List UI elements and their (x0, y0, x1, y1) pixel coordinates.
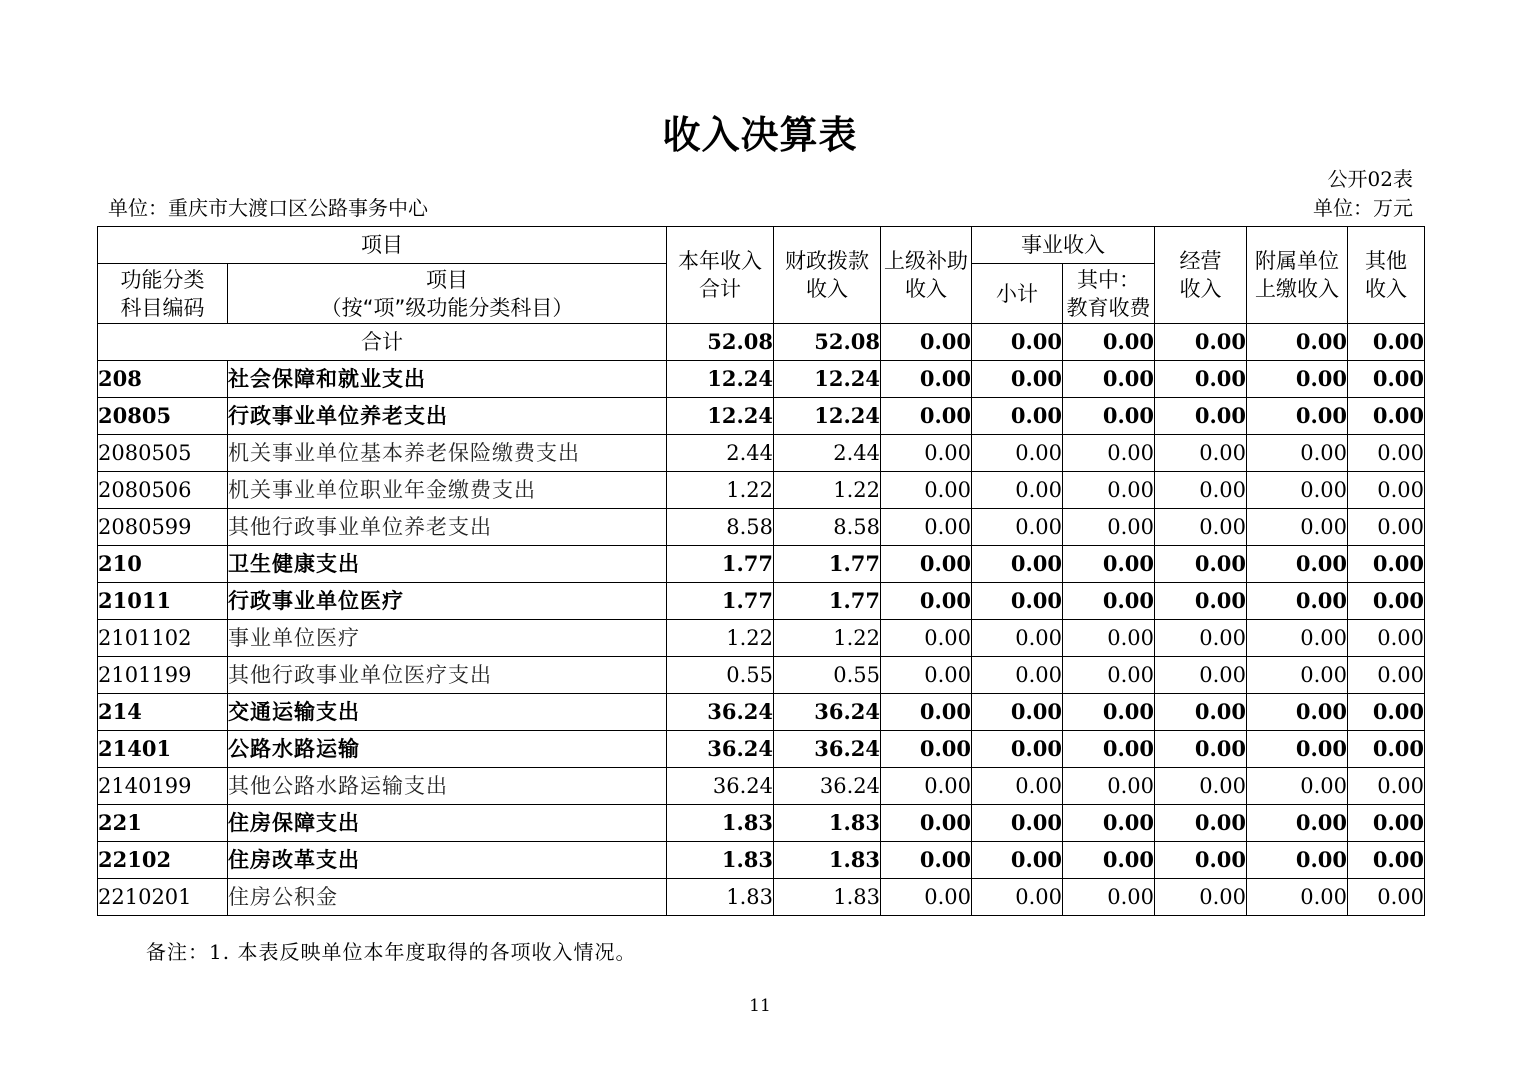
income-table (97, 226, 1425, 916)
table-header (98, 227, 1425, 324)
row-value: 0.00 (1247, 842, 1348, 879)
total-value: 0.00 (881, 324, 972, 361)
row-value: 0.00 (881, 842, 972, 879)
row-name: 公路水路运输 (228, 731, 667, 768)
row-value: 0.00 (1348, 805, 1425, 842)
row-value: 12.24 (667, 361, 774, 398)
row-value: 0.00 (1063, 731, 1155, 768)
table-code: 公开02表 (1327, 167, 1413, 191)
total-value: 0.00 (1063, 324, 1155, 361)
row-value: 0.00 (1063, 657, 1155, 694)
row-code: 221 (98, 805, 228, 842)
total-value: 52.08 (774, 324, 881, 361)
footnote: 备注：1. 本表反映单位本年度取得的各项收入情况。 (146, 940, 637, 964)
row-code: 2101199 (98, 657, 228, 694)
row-value: 1.83 (774, 805, 881, 842)
row-value: 2.44 (774, 435, 881, 472)
row-code: 21401 (98, 731, 228, 768)
row-code: 208 (98, 361, 228, 398)
row-value: 0.00 (972, 509, 1063, 546)
row-value: 0.00 (1155, 768, 1247, 805)
row-value: 0.00 (1063, 361, 1155, 398)
table-row (98, 546, 1425, 583)
row-value: 0.00 (1155, 657, 1247, 694)
header-item: 项目 （按“项”级功能分类科目） (228, 264, 667, 324)
row-value: 0.00 (972, 657, 1063, 694)
row-value: 1.77 (667, 583, 774, 620)
row-code: 2080599 (98, 509, 228, 546)
row-value: 0.00 (1348, 472, 1425, 509)
row-name: 行政事业单位医疗 (228, 583, 667, 620)
row-code: 22102 (98, 842, 228, 879)
row-value: 0.00 (1155, 472, 1247, 509)
row-value: 1.77 (774, 546, 881, 583)
row-value: 0.00 (972, 435, 1063, 472)
header-item-group: 项目 (98, 227, 667, 264)
row-value: 0.00 (881, 731, 972, 768)
header-business-group: 事业收入 (972, 227, 1155, 264)
row-value: 0.00 (1247, 620, 1348, 657)
row-value: 0.00 (1247, 583, 1348, 620)
row-value: 0.00 (1247, 768, 1348, 805)
row-value: 36.24 (774, 768, 881, 805)
row-value: 1.77 (667, 546, 774, 583)
row-value: 12.24 (774, 361, 881, 398)
row-name: 住房保障支出 (228, 805, 667, 842)
row-value: 0.00 (1155, 620, 1247, 657)
row-value: 0.00 (881, 694, 972, 731)
row-value: 0.00 (1247, 435, 1348, 472)
row-value: 0.00 (1155, 435, 1247, 472)
row-value: 1.22 (774, 472, 881, 509)
header-education: 其中： 教育收费 (1063, 264, 1155, 324)
row-code: 20805 (98, 398, 228, 435)
row-value: 0.00 (972, 694, 1063, 731)
row-value: 0.00 (881, 879, 972, 916)
row-value: 0.00 (972, 768, 1063, 805)
row-value: 0.00 (881, 620, 972, 657)
row-value: 12.24 (667, 398, 774, 435)
table-row (98, 435, 1425, 472)
row-value: 0.00 (1247, 731, 1348, 768)
row-value: 0.00 (1063, 694, 1155, 731)
row-value: 36.24 (774, 731, 881, 768)
row-value: 0.00 (1247, 361, 1348, 398)
table-row (98, 805, 1425, 842)
row-value: 0.00 (1247, 546, 1348, 583)
row-value: 1.83 (774, 842, 881, 879)
header-operating: 经营 收入 (1155, 227, 1247, 324)
row-value: 36.24 (774, 694, 881, 731)
row-value: 0.00 (1063, 842, 1155, 879)
header-code: 功能分类 科目编码 (98, 264, 228, 324)
row-value: 0.00 (972, 879, 1063, 916)
table-row (98, 731, 1425, 768)
row-value: 0.00 (972, 546, 1063, 583)
row-value: 1.77 (774, 583, 881, 620)
row-name: 卫生健康支出 (228, 546, 667, 583)
row-code: 210 (98, 546, 228, 583)
row-value: 0.55 (667, 657, 774, 694)
row-value: 0.00 (881, 657, 972, 694)
row-value: 0.00 (1348, 694, 1425, 731)
row-value: 0.00 (1348, 620, 1425, 657)
row-value: 0.00 (972, 805, 1063, 842)
row-value: 0.00 (1247, 472, 1348, 509)
row-value: 0.00 (1348, 435, 1425, 472)
row-name: 其他公路水路运输支出 (228, 768, 667, 805)
row-value: 0.00 (1155, 694, 1247, 731)
row-value: 2.44 (667, 435, 774, 472)
row-value: 0.00 (972, 731, 1063, 768)
row-value: 0.00 (1247, 694, 1348, 731)
row-value: 0.00 (881, 768, 972, 805)
row-value: 0.00 (972, 583, 1063, 620)
row-value: 1.83 (667, 842, 774, 879)
row-value: 0.00 (1063, 509, 1155, 546)
total-value: 52.08 (667, 324, 774, 361)
row-name: 住房改革支出 (228, 842, 667, 879)
row-value: 0.00 (1247, 509, 1348, 546)
row-value: 1.83 (774, 879, 881, 916)
table-row (98, 842, 1425, 879)
row-value: 0.00 (1155, 546, 1247, 583)
row-value: 0.00 (1247, 805, 1348, 842)
row-value: 0.55 (774, 657, 881, 694)
row-name: 住房公积金 (228, 879, 667, 916)
table-row (98, 768, 1425, 805)
page-title: 收入决算表 (662, 113, 858, 157)
row-value: 0.00 (1348, 583, 1425, 620)
row-value: 0.00 (881, 398, 972, 435)
unit-organization: 单位：重庆市大渡口区公路事务中心 (108, 196, 428, 220)
row-value: 36.24 (667, 768, 774, 805)
row-value: 0.00 (881, 546, 972, 583)
row-value: 0.00 (1348, 546, 1425, 583)
row-value: 0.00 (881, 583, 972, 620)
table-row (98, 694, 1425, 731)
row-value: 1.22 (667, 620, 774, 657)
row-value: 0.00 (1063, 620, 1155, 657)
row-value: 0.00 (972, 472, 1063, 509)
total-value: 0.00 (1348, 324, 1425, 361)
table-row (98, 879, 1425, 916)
row-name: 机关事业单位职业年金缴费支出 (228, 472, 667, 509)
table-body (98, 324, 1425, 916)
row-value: 0.00 (1247, 398, 1348, 435)
total-label: 合计 (98, 324, 667, 361)
table-row (98, 657, 1425, 694)
row-value: 0.00 (972, 398, 1063, 435)
row-value: 0.00 (1155, 731, 1247, 768)
header-subtotal: 小计 (972, 264, 1063, 324)
row-value: 0.00 (881, 805, 972, 842)
header-affiliated: 附属单位 上缴收入 (1247, 227, 1348, 324)
row-value: 1.22 (667, 472, 774, 509)
header-other: 其他 收入 (1348, 227, 1425, 324)
row-value: 8.58 (774, 509, 881, 546)
row-value: 12.24 (774, 398, 881, 435)
row-value: 0.00 (1348, 842, 1425, 879)
row-value: 0.00 (1063, 472, 1155, 509)
row-value: 0.00 (881, 509, 972, 546)
row-value: 0.00 (1063, 435, 1155, 472)
table-row (98, 398, 1425, 435)
row-code: 2080505 (98, 435, 228, 472)
row-name: 其他行政事业单位医疗支出 (228, 657, 667, 694)
total-row (98, 324, 1425, 361)
table-row (98, 361, 1425, 398)
row-value: 0.00 (1155, 842, 1247, 879)
row-code: 214 (98, 694, 228, 731)
row-value: 0.00 (881, 472, 972, 509)
row-code: 2080506 (98, 472, 228, 509)
table-row (98, 509, 1425, 546)
unit-currency: 单位：万元 (1313, 196, 1413, 220)
row-value: 8.58 (667, 509, 774, 546)
row-name: 其他行政事业单位养老支出 (228, 509, 667, 546)
row-value: 0.00 (972, 620, 1063, 657)
total-value: 0.00 (1247, 324, 1348, 361)
row-value: 1.22 (774, 620, 881, 657)
page-number: 11 (749, 996, 771, 1016)
total-value: 0.00 (1155, 324, 1247, 361)
row-value: 0.00 (1348, 731, 1425, 768)
header-fiscal: 财政拨款 收入 (774, 227, 881, 324)
row-value: 0.00 (972, 842, 1063, 879)
row-value: 0.00 (1063, 805, 1155, 842)
row-value: 0.00 (1348, 398, 1425, 435)
row-value: 0.00 (1247, 879, 1348, 916)
row-name: 交通运输支出 (228, 694, 667, 731)
row-name: 机关事业单位基本养老保险缴费支出 (228, 435, 667, 472)
row-value: 0.00 (1063, 546, 1155, 583)
row-value: 0.00 (1348, 509, 1425, 546)
row-name: 社会保障和就业支出 (228, 361, 667, 398)
header-superior: 上级补助 收入 (881, 227, 972, 324)
table-row (98, 620, 1425, 657)
row-name: 行政事业单位养老支出 (228, 398, 667, 435)
row-value: 0.00 (1155, 805, 1247, 842)
row-value: 0.00 (1155, 583, 1247, 620)
total-value: 0.00 (972, 324, 1063, 361)
row-code: 2101102 (98, 620, 228, 657)
row-value: 0.00 (881, 435, 972, 472)
row-value: 0.00 (1348, 768, 1425, 805)
row-value: 0.00 (972, 361, 1063, 398)
row-code: 2210201 (98, 879, 228, 916)
row-value: 36.24 (667, 694, 774, 731)
row-value: 0.00 (1247, 657, 1348, 694)
row-value: 0.00 (1063, 398, 1155, 435)
row-code: 21011 (98, 583, 228, 620)
table-row (98, 583, 1425, 620)
row-value: 0.00 (1063, 879, 1155, 916)
row-value: 0.00 (1348, 879, 1425, 916)
row-value: 0.00 (1348, 361, 1425, 398)
row-value: 0.00 (1063, 583, 1155, 620)
row-value: 36.24 (667, 731, 774, 768)
row-value: 0.00 (881, 361, 972, 398)
row-value: 0.00 (1348, 657, 1425, 694)
row-value: 0.00 (1155, 398, 1247, 435)
row-code: 2140199 (98, 768, 228, 805)
table-row (98, 472, 1425, 509)
row-name: 事业单位医疗 (228, 620, 667, 657)
row-value: 1.83 (667, 805, 774, 842)
header-total: 本年收入 合计 (667, 227, 774, 324)
row-value: 0.00 (1155, 879, 1247, 916)
row-value: 1.83 (667, 879, 774, 916)
row-value: 0.00 (1155, 361, 1247, 398)
row-value: 0.00 (1155, 509, 1247, 546)
row-value: 0.00 (1063, 768, 1155, 805)
